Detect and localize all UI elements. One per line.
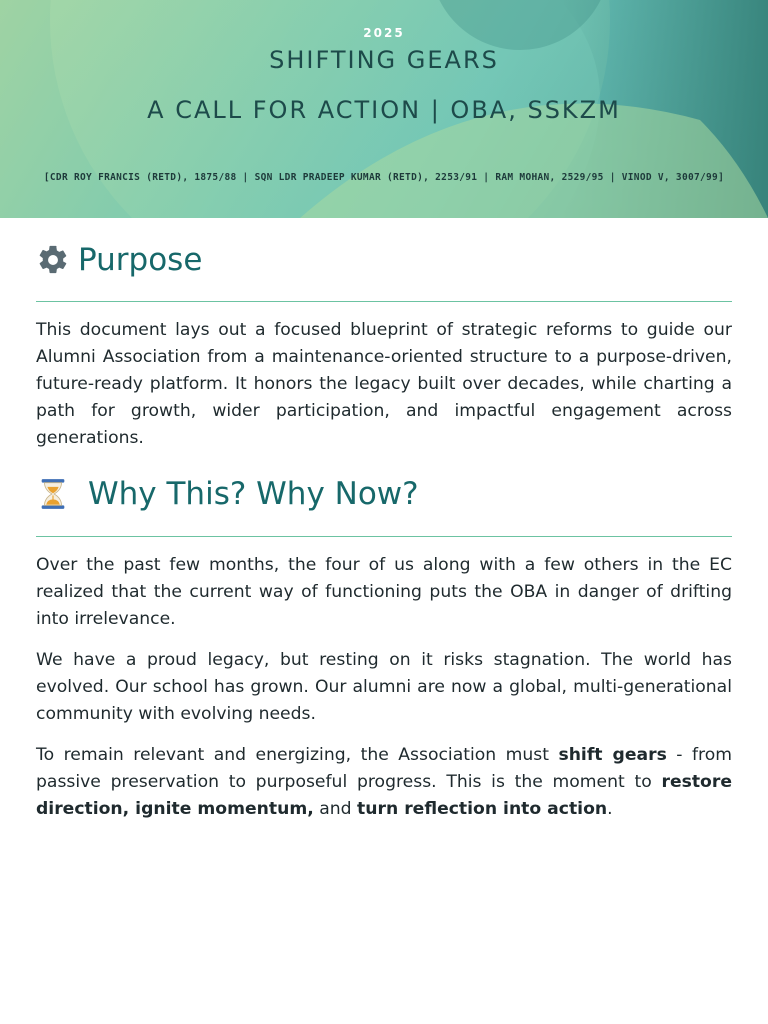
para3-text-4: . [607, 799, 613, 819]
why-section [36, 472, 732, 823]
document-subtitle: A CALL FOR ACTION | OBA, SSKZM [147, 96, 621, 124]
para3-text-3: and [313, 799, 358, 819]
year-label: 2025 [363, 26, 405, 40]
purpose-heading-text: Purpose [78, 242, 203, 278]
document-title: SHIFTING GEARS [269, 46, 499, 74]
header-banner [0, 0, 768, 218]
why-paragraph-2: We have a proud legacy, but resting on it risks stagnation. The world has evolved. Our school has grown. Our alumni are now a global, multi-generational community with evolving needs. [36, 650, 732, 724]
why-paragraph-1: Over the past few months, the four of us along with a few others in the EC realized that the current way of functioning puts the OBA in danger of drifting into irrelevance. [36, 555, 732, 629]
section-divider [36, 536, 732, 537]
para3-text-2: - from passive preservation to purposeful progress. This is the moment to [36, 745, 732, 792]
why-paragraph-3 [36, 742, 732, 823]
purpose-section [36, 238, 732, 452]
section-divider [36, 301, 732, 302]
authors-line: [CDR ROY FRANCIS (RETD), 1875/88 | SQN LDR PRADEEP KUMAR (RETD), 2253/91 | RAM MOHAN, 2529/95 | VINOD V, 3007/99] [43, 172, 725, 183]
why-heading-text: Why This? Why Now? [88, 476, 419, 512]
para3-bold-restore: restore direction, ignite momentum, [36, 772, 732, 819]
purpose-heading [36, 238, 732, 282]
para3-bold-shift-gears: shift gears [558, 745, 667, 765]
hourglass-icon [36, 477, 70, 511]
gear-icon [36, 243, 70, 277]
why-heading [36, 472, 732, 516]
para3-bold-turn: turn reflection into action [357, 799, 608, 819]
purpose-paragraph: This document lays out a focused blueprint of strategic reforms to guide our Alumni Association from a maintenance-oriented structure to a purpose-driven, future-ready platform. It honors the legacy built over decades, while charting a path for growth, wider participation, and impactful engagement across generations. [36, 320, 732, 448]
para3-text-1: To remain relevant and energizing, the Association must [36, 745, 559, 765]
